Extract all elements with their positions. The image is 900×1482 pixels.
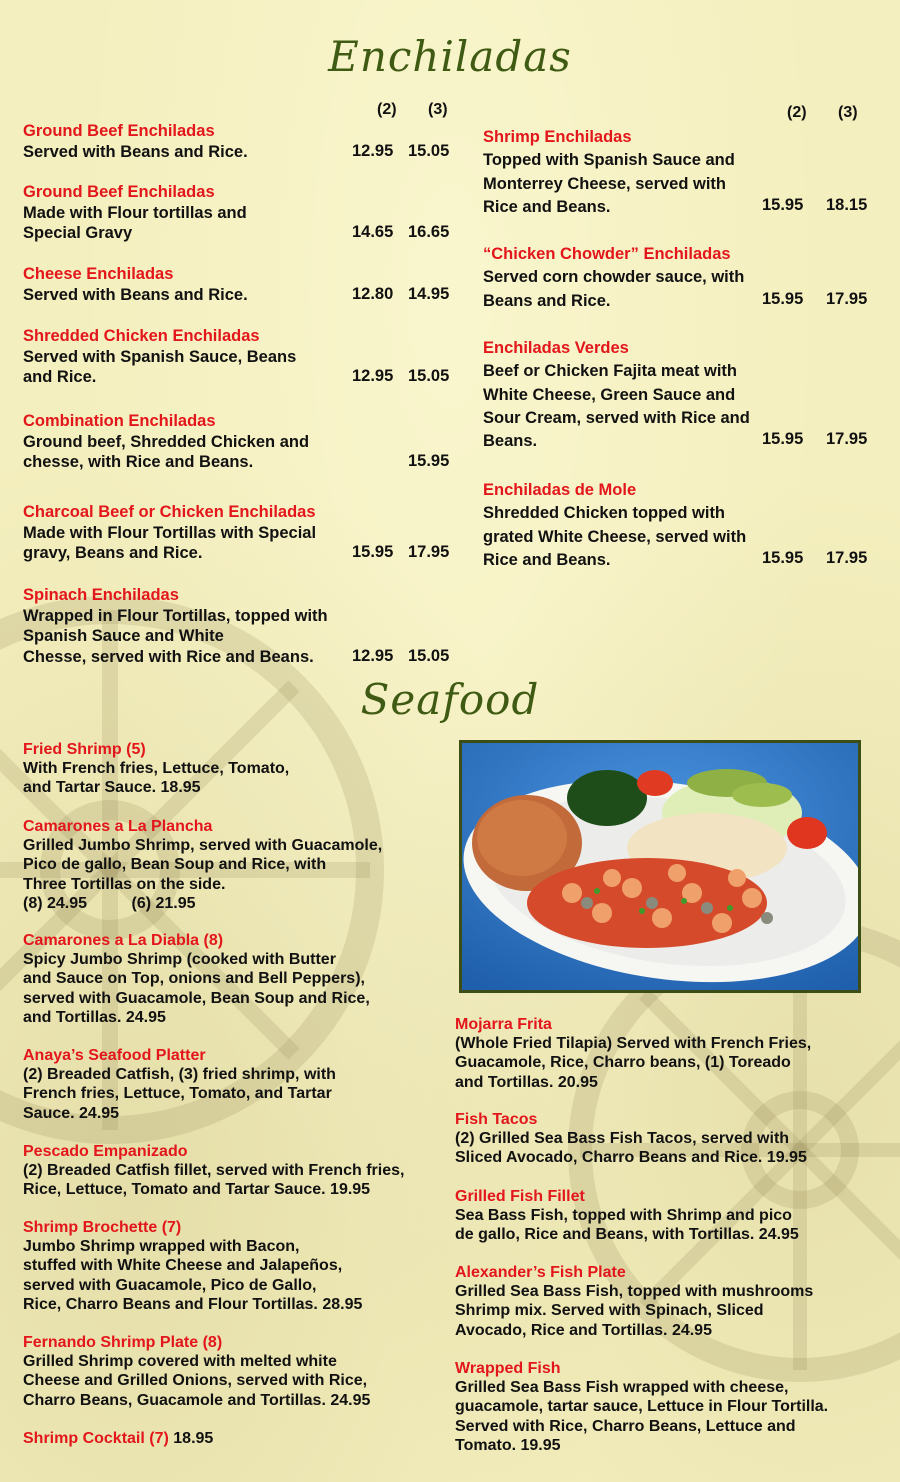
- item-price-three: 15.05: [408, 367, 450, 385]
- item-price-three: 18.15: [826, 195, 868, 214]
- item-description: Sauce. 24.95: [23, 1104, 120, 1122]
- item-name: Spinach Enchiladas: [23, 586, 179, 604]
- item-name: Cheese Enchiladas: [23, 265, 174, 283]
- item-name: Combination Enchiladas: [23, 412, 216, 430]
- menu-item-charcoal-beef-or-chicken-enchiladas: [23, 502, 316, 564]
- item-name: Ground Beef Enchiladas: [23, 183, 215, 201]
- item-name: Ground Beef Enchiladas: [23, 122, 215, 140]
- item-description: Three Tortillas on the side.: [23, 875, 226, 893]
- item-price-three: 15.95: [408, 452, 450, 470]
- item-description: Made with Flour Tortillas with Special: [23, 523, 317, 542]
- item-description: and Tortillas. 24.95: [23, 1008, 166, 1026]
- item-name: Alexander’s Fish Plate: [455, 1264, 626, 1281]
- item-price-three: 17.95: [826, 548, 868, 567]
- item-name: “Chicken Chowder” Enchiladas: [483, 245, 731, 263]
- item-description: Spanish Sauce and White: [23, 627, 224, 645]
- item-description: Special Gravy: [23, 224, 133, 242]
- item-description: Avocado, Rice and Tortillas. 24.95: [455, 1321, 712, 1339]
- item-description: Monterrey Cheese, served with: [483, 174, 727, 193]
- item-description: Topped with Spanish Sauce and: [483, 151, 735, 170]
- menu-item-fernando-shrimp-plate-8: [23, 1333, 370, 1410]
- item-name: Grilled Fish Fillet: [455, 1188, 585, 1205]
- item-price-three: 16.65: [408, 223, 450, 241]
- menu-item-shrimp-cocktail: [23, 1429, 213, 1448]
- menu-item-combination-enchiladas: [23, 411, 309, 473]
- item-description: Wrapped in Flour Tortillas, topped with: [23, 606, 328, 625]
- item-description: grated White Cheese, served with: [483, 527, 747, 546]
- item-description: served with Guacamole, Bean Soup and Rice,: [23, 989, 370, 1007]
- item-price-two: 15.95: [762, 548, 804, 567]
- item-description: Ground beef, Shredded Chicken and: [23, 432, 310, 451]
- menu-item-fish-tacos: [455, 1110, 807, 1168]
- item-description: Rice, Lettuce, Tomato and Tartar Sauce. 19.95: [23, 1181, 371, 1199]
- item-price-two: 15.95: [762, 289, 804, 308]
- item-description: With French fries, Lettuce, Tomato,: [23, 760, 290, 778]
- item-name: Anaya’s Seafood Platter: [23, 1047, 206, 1064]
- item-description: Served corn chowder sauce, with: [483, 268, 745, 287]
- menu-item-wrapped-fish: [455, 1359, 828, 1455]
- item-price-two: 12.95: [352, 646, 394, 665]
- item-description: Shrimp mix. Served with Spinach, Sliced: [455, 1302, 764, 1320]
- menu-item-alexander-s-fish-plate: [455, 1263, 813, 1340]
- item-name: Camarones a La Diabla (8): [23, 932, 224, 949]
- menu-item-camarones-a-la-plancha: [23, 817, 382, 913]
- item-description: Made with Flour tortillas and: [23, 203, 247, 222]
- item-price-three: 15.05: [408, 141, 450, 160]
- item-description: White Cheese, Green Sauce and: [483, 385, 736, 404]
- item-name: Charcoal Beef or Chicken Enchiladas: [23, 503, 316, 521]
- item-description: Sliced Avocado, Charro Beans and Rice. 19.95: [455, 1149, 807, 1167]
- item-price: 18.95: [173, 1430, 214, 1447]
- item-price-two: 15.95: [762, 430, 804, 449]
- item-description: and Sauce on Top, onions and Bell Peppers),: [23, 970, 365, 988]
- item-description: Grilled Shrimp covered with melted white: [23, 1353, 337, 1371]
- item-price-three: 14.95: [408, 284, 450, 303]
- item-name: Enchiladas Verdes: [483, 339, 629, 357]
- item-description: and Tartar Sauce. 18.95: [23, 779, 201, 797]
- item-description: Jumbo Shrimp wrapped with Bacon,: [23, 1238, 300, 1256]
- left-size-header-3: (3): [428, 101, 448, 118]
- item-description: (2) Breaded Catfish fillet, served with French fries,: [23, 1162, 405, 1180]
- item-description: (2) Grilled Sea Bass Fish Tacos, served with: [455, 1130, 790, 1148]
- item-description: and Tortillas. 20.95: [455, 1073, 598, 1091]
- enchiladas-title: Enchiladas: [328, 32, 572, 81]
- menu-item-anaya-s-seafood-platter: [23, 1046, 336, 1123]
- item-description: and Rice.: [23, 368, 97, 386]
- menu-item-ground-beef-enchiladas: [23, 121, 248, 162]
- menu-item-pescado-empanizado: [23, 1142, 404, 1200]
- menu-item-cheese-enchiladas: [23, 264, 248, 305]
- item-description: served with Guacamole, Pico de Gallo,: [23, 1276, 317, 1294]
- item-description: Spicy Jumbo Shrimp (cooked with Butter: [23, 951, 336, 969]
- item-description: Served with Beans and Rice.: [23, 142, 248, 161]
- item-description: Beef or Chicken Fajita meat with: [483, 362, 737, 381]
- menu-item-shrimp-enchiladas: [483, 126, 735, 219]
- item-description: Served with Beans and Rice.: [23, 285, 248, 304]
- item-description: Tomato. 19.95: [455, 1436, 561, 1454]
- item-description: Charro Beans, Guacamole and Tortillas. 24.95: [23, 1391, 371, 1409]
- item-price-three: 17.95: [826, 289, 868, 308]
- menu-item-enchiladas-de-mole: [483, 479, 746, 572]
- item-description: (2) Breaded Catfish, (3) fried shrimp, with: [23, 1066, 336, 1084]
- menu-item-mojarra-frita: [455, 1015, 811, 1092]
- item-description: (8) 24.95 (6) 21.95: [23, 894, 196, 912]
- item-description: Grilled Sea Bass Fish wrapped with cheese,: [455, 1379, 789, 1397]
- menu-item-ground-beef-enchiladas: [23, 182, 247, 244]
- item-description: Grilled Jumbo Shrimp, served with Guacamole,: [23, 837, 383, 855]
- right-size-header-3: (3): [838, 104, 858, 121]
- item-description: guacamole, tartar sauce, Lettuce in Flour Tortilla.: [455, 1398, 829, 1416]
- item-name: Fish Tacos: [455, 1111, 538, 1128]
- item-description: Chesse, served with Rice and Beans.: [23, 647, 314, 666]
- item-price-two: 15.95: [762, 195, 804, 214]
- menu-item-camarones-a-la-diabla-8: [23, 931, 370, 1027]
- item-name: Camarones a La Plancha: [23, 818, 213, 835]
- item-name: Enchiladas de Mole: [483, 481, 637, 499]
- item-description: gravy, Beans and Rice.: [23, 544, 203, 562]
- menu-item-fried-shrimp-5: [23, 740, 289, 798]
- menu-item-grilled-fish-fillet: [455, 1187, 799, 1245]
- item-description: Beans.: [483, 432, 538, 451]
- left-size-header-2: (2): [377, 101, 397, 118]
- item-description: Pico de gallo, Bean Soup and Rice, with: [23, 856, 327, 874]
- item-description: (Whole Fried Tilapia) Served with French Fries,: [455, 1035, 812, 1053]
- item-description: Sour Cream, served with Rice and: [483, 408, 750, 427]
- item-price-two: 14.65: [352, 223, 394, 241]
- item-price-three: 15.05: [408, 646, 450, 665]
- item-description: Rice and Beans.: [483, 550, 611, 569]
- item-name: Wrapped Fish: [455, 1360, 561, 1377]
- item-name: Mojarra Frita: [455, 1016, 552, 1033]
- item-name: Shrimp Cocktail (7): [23, 1430, 169, 1447]
- item-name: Shrimp Brochette (7): [23, 1219, 182, 1236]
- seafood-title: Seafood: [360, 675, 540, 724]
- item-description: Rice, Charro Beans and Flour Tortillas. 28.95: [23, 1295, 363, 1313]
- item-description: Sea Bass Fish, topped with Shrimp and pico: [455, 1207, 792, 1225]
- menu-item-spinach-enchiladas: [23, 585, 328, 667]
- item-description: Served with Spanish Sauce, Beans: [23, 347, 297, 366]
- item-name: Fried Shrimp (5): [23, 741, 146, 758]
- item-name: Shrimp Enchiladas: [483, 128, 632, 146]
- item-price-three: 17.95: [826, 430, 868, 449]
- item-name: Pescado Empanizado: [23, 1143, 188, 1160]
- menu-item-chicken-chowder-enchiladas: [483, 243, 744, 313]
- item-description: French fries, Lettuce, Tomato, and Tartar: [23, 1085, 332, 1103]
- item-price-two: 12.95: [352, 367, 394, 385]
- item-description: Guacamole, Rice, Charro beans, (1) Toreado: [455, 1054, 791, 1072]
- item-price-two: 12.95: [352, 141, 394, 160]
- item-name: Shredded Chicken Enchiladas: [23, 327, 260, 345]
- menu-item-enchiladas-verdes: [483, 337, 750, 453]
- item-price-three: 17.95: [408, 543, 450, 561]
- item-description: Grilled Sea Bass Fish, topped with mushrooms: [455, 1283, 814, 1301]
- item-price-two: 15.95: [352, 543, 394, 561]
- item-description: chesse, with Rice and Beans.: [23, 453, 254, 471]
- item-description: Shredded Chicken topped with: [483, 504, 726, 523]
- seafood-photo: [459, 740, 861, 993]
- item-description: stuffed with White Cheese and Jalapeños,: [23, 1257, 343, 1275]
- item-name: Fernando Shrimp Plate (8): [23, 1334, 223, 1351]
- item-price-two: 12.80: [352, 284, 394, 303]
- right-size-header-2: (2): [787, 104, 807, 121]
- item-description: Rice and Beans.: [483, 197, 611, 216]
- item-description: de gallo, Rice and Beans, with Tortillas. 24.95: [455, 1226, 799, 1244]
- item-description: Served with Rice, Charro Beans, Lettuce and: [455, 1417, 796, 1435]
- menu-item-shrimp-brochette-7: [23, 1218, 362, 1314]
- item-description: Cheese and Grilled Onions, served with Rice,: [23, 1372, 368, 1390]
- menu-item-shredded-chicken-enchiladas: [23, 326, 296, 388]
- item-description: Beans and Rice.: [483, 291, 611, 310]
